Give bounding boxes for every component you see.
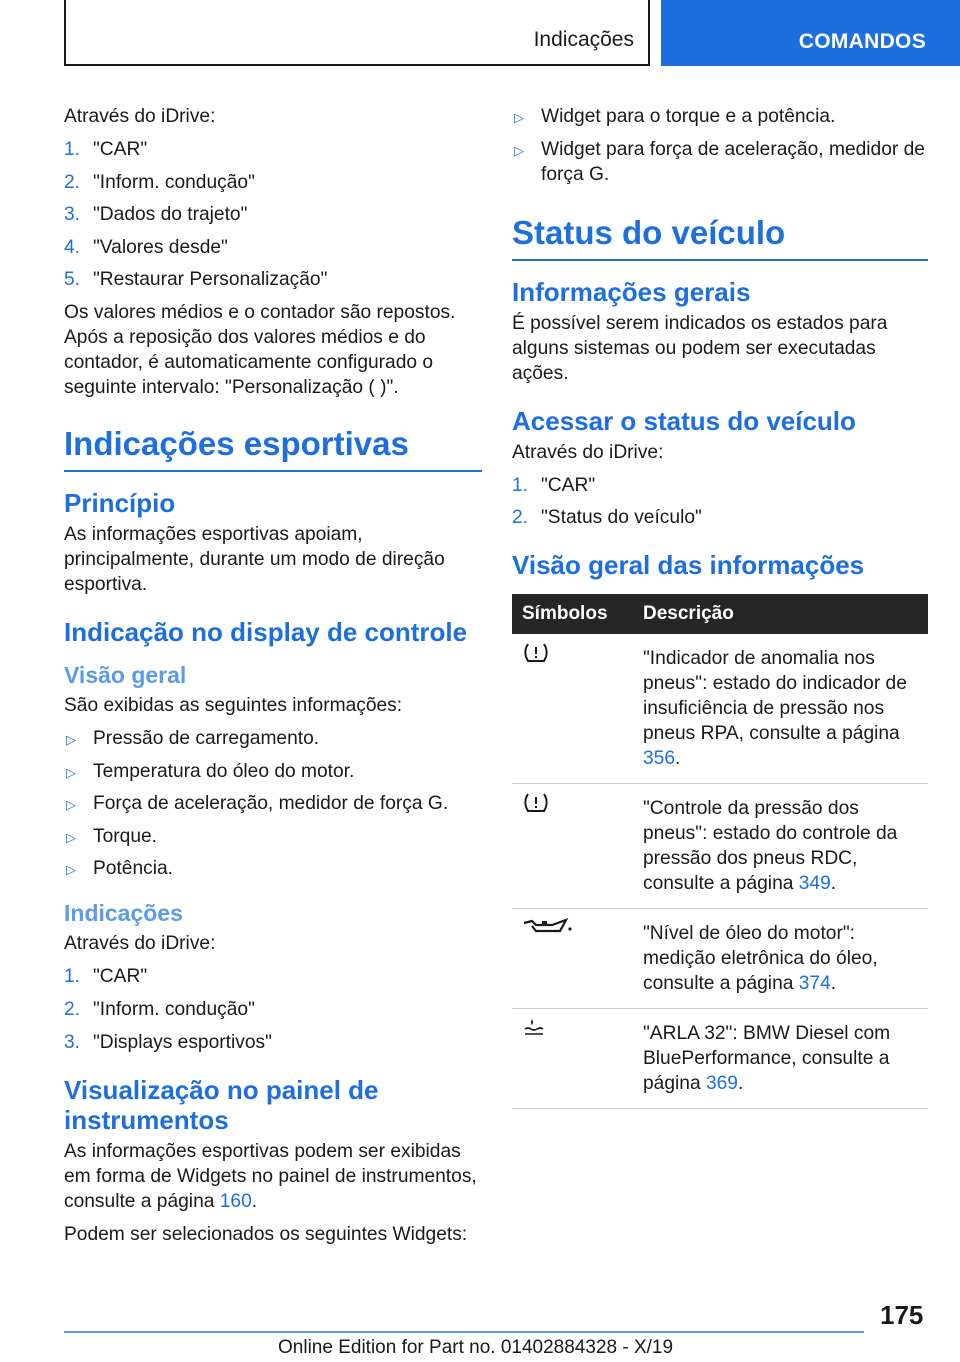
heading-info-overview: Visão geral das informações: [512, 550, 865, 581]
indications-intro: Através do iDrive:: [64, 933, 216, 955]
page-link[interactable]: 160: [219, 1190, 252, 1212]
page-number: 175: [880, 1300, 924, 1330]
intro-text: Através do iDrive:: [64, 106, 216, 127]
header-chapter-title: COMANDOS: [798, 30, 926, 53]
steps-list-1: [64, 137, 482, 292]
steps-list-2: [64, 964, 482, 1054]
list-item: ▷ Temperatura do óleo do motor.: [64, 759, 482, 784]
page-link[interactable]: 356: [643, 748, 676, 770]
adblue-icon: [522, 1017, 548, 1039]
list-item: ▷ Potência.: [64, 856, 482, 881]
triangle-bullet-icon: ▷: [66, 862, 76, 878]
list-item: ▷ Força de aceleração, medidor de força G.: [64, 791, 482, 816]
access-steps-list: [512, 473, 928, 531]
page-link[interactable]: 374: [798, 973, 831, 995]
tire-warning-icon: [522, 642, 550, 664]
table-row: "Controle da pressão dos pneus": estado do controle da pressão dos pneus RDC, consulte a página 349.: [512, 784, 928, 909]
right-column: [512, 104, 928, 1109]
heading-general-info: Informações gerais: [512, 276, 751, 307]
list-item: 2. "Inform. condução": [64, 998, 255, 1020]
table-row: "ARLA 32": BMW Diesel com BluePerformance, consulte a página 369.: [512, 1009, 928, 1109]
table-header-description: Descrição: [633, 594, 928, 634]
header-section-box: [64, 0, 650, 66]
access-intro: Através do iDrive:: [512, 441, 664, 463]
heading-access-status: Acessar o status do veículo: [512, 405, 856, 436]
triangle-bullet-icon: ▷: [66, 731, 76, 747]
overview-text: São exibidas as seguintes informações:: [64, 694, 403, 716]
list-item: 5. "Restaurar Personalização": [64, 269, 328, 291]
list-item: 1. "CAR": [64, 966, 148, 988]
footer-divider: [64, 1331, 864, 1333]
overview-list: [64, 726, 482, 881]
triangle-bullet-icon: ▷: [66, 764, 76, 780]
triangle-bullet-icon: ▷: [66, 829, 76, 845]
table-header-row: [512, 594, 928, 634]
list-item: 4. "Valores desde": [64, 236, 228, 258]
heading-control-display: Indicação no display de controle: [64, 616, 468, 647]
heading-principle: Princípio: [64, 487, 176, 518]
reset-paragraph: Os valores médios e o contador são repostos. Após a reposição dos valores médios e do contador, é automaticamente configurado o seguinte intervalo: "Personalização ( )".: [64, 301, 456, 398]
instrument-cluster-text: As informações esportivas podem ser exibidas em forma de Widgets no painel de instrumentos, consulte a página 160.: [64, 1140, 477, 1212]
triangle-bullet-icon: ▷: [514, 110, 524, 125]
widgets-text: Podem ser selecionados os seguintes Widgets:: [64, 1223, 468, 1245]
header-chapter-tab: [661, 0, 960, 66]
table-row: "Nível de óleo do motor": medição eletrônica do óleo, consulte a página 374.: [512, 909, 928, 1009]
heading-indications: Indicações: [64, 900, 183, 927]
header-section-title: Indicações: [533, 28, 634, 51]
footer-edition: Online Edition for Part no. 01402884328 - X/19: [278, 1337, 674, 1358]
heading-vehicle-status: Status do veículo: [512, 213, 928, 261]
triangle-bullet-icon: ▷: [66, 797, 76, 813]
triangle-bullet-icon: ▷: [514, 142, 524, 158]
list-item: 2. "Status do veículo": [512, 507, 702, 529]
list-item: 3. "Dados do trajeto": [64, 204, 248, 226]
principle-text: As informações esportivas apoiam, principalmente, durante um modo de direção esportiva.: [64, 523, 445, 595]
widget-list: [512, 104, 928, 187]
list-item: ▷ Torque.: [64, 824, 482, 849]
table-row: "Indicador de anomalia nos pneus": estado do indicador de insuficiência de pressão nos pneus RPA, consulte a página 356.: [512, 634, 928, 784]
heading-sport-displays: Indicações esportivas: [64, 424, 482, 472]
list-item: 2. "Inform. condução": [64, 171, 255, 193]
list-item: ▷ Pressão de carregamento.: [64, 726, 482, 751]
list-item: ▷ Widget para o torque e a potência.: [512, 104, 928, 129]
list-item: 1. "CAR": [512, 474, 596, 496]
oil-can-icon: [522, 917, 574, 939]
table-header-symbols: Símbolos: [512, 594, 633, 634]
page-link[interactable]: 349: [798, 873, 831, 895]
heading-instrument-cluster: Visualização no painel de instrumentos: [64, 1074, 379, 1135]
info-table: [512, 594, 928, 1109]
list-item: 3. "Displays esportivos": [64, 1031, 272, 1053]
general-info-text: É possível serem indicados os estados para alguns sistemas ou podem ser executadas ações.: [512, 312, 888, 384]
heading-overview: Visão geral: [64, 661, 187, 688]
page-link[interactable]: 369: [705, 1073, 738, 1095]
tire-warning-icon: [522, 792, 550, 814]
list-item: ▷ Widget para força de aceleração, medidor de força G.: [514, 138, 925, 185]
list-item: 1. "CAR": [64, 139, 148, 160]
left-column: [64, 104, 482, 1255]
